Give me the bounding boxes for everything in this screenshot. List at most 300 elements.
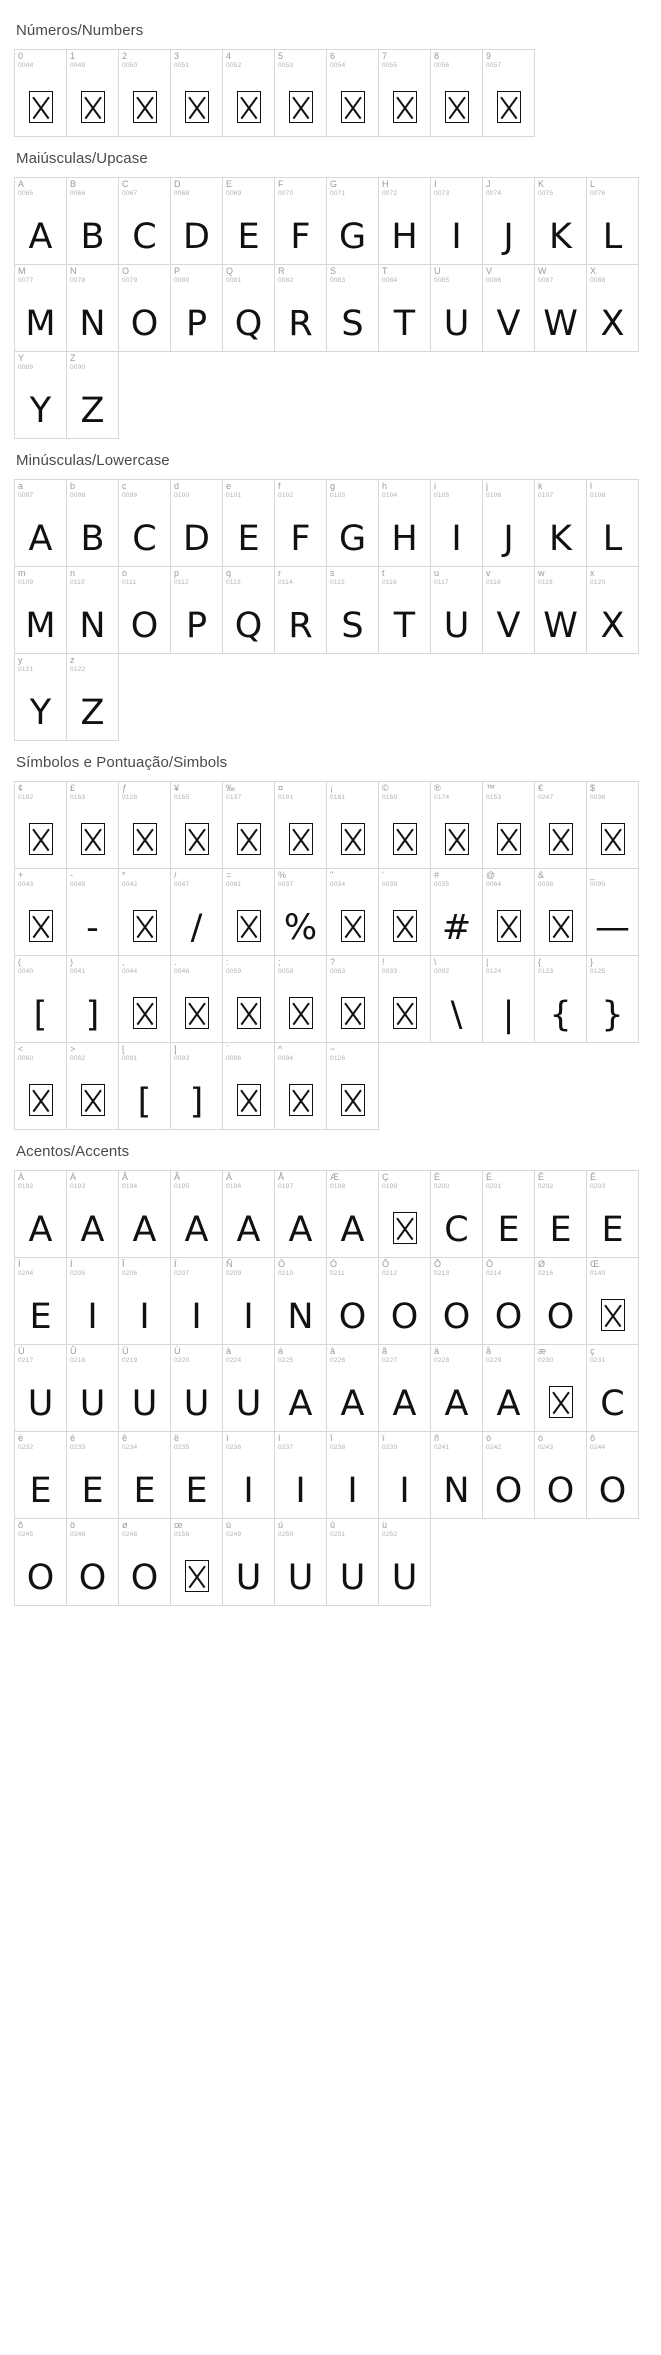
glyph-cell[interactable] [170,1431,223,1519]
glyph-code-label: 0044 [122,968,138,975]
glyph-cell[interactable] [66,1170,119,1258]
glyph-code-label: 0196 [226,1183,242,1190]
glyph-cell[interactable] [482,1344,535,1432]
glyph-cell[interactable] [118,1431,171,1519]
glyph-cell[interactable] [534,264,587,352]
glyph-code-label: 0052 [226,62,242,69]
glyph-cell[interactable] [222,177,275,265]
glyph-cell[interactable] [534,868,587,956]
glyph-meta [15,1171,66,1191]
glyph-cell[interactable] [118,1344,171,1432]
glyph-meta [67,782,118,802]
glyph-meta [379,50,430,70]
glyph-char-label: ç [590,1346,595,1356]
glyph-code-label: 0117 [434,579,449,586]
glyph-meta [171,178,222,198]
glyph-code-label: 0050 [122,62,138,69]
notdef-box-icon [237,1084,261,1116]
glyph-code-label: 0087 [538,277,554,284]
glyph-render: J [503,217,514,257]
glyph-char-label: s [330,568,335,578]
glyph-cell[interactable] [170,479,223,567]
glyph-code-label: 0242 [486,1444,502,1451]
glyph-cell[interactable] [222,868,275,956]
glyph-code-label: 0091 [122,1055,138,1062]
glyph-char-label: # [434,870,440,880]
glyph-cell[interactable] [170,1518,223,1606]
glyph-cell[interactable] [14,653,67,741]
notdef-box-icon [67,86,118,132]
glyph-cell[interactable] [274,479,327,567]
glyph-code-label: 0122 [70,666,86,673]
glyph-code-label: 0094 [278,1055,294,1062]
glyph-cell[interactable] [430,566,483,654]
notdef-box-icon [223,905,274,951]
glyph-cell[interactable] [586,1170,639,1258]
glyph-char-label: . [174,957,177,967]
glyph-cell[interactable] [274,566,327,654]
glyph-code-label: 0212 [382,1270,398,1277]
glyph-meta [483,956,534,976]
glyph-render: I [347,1471,358,1511]
glyph-cell[interactable] [14,264,67,352]
glyph-char-label: c [122,481,127,491]
glyph-cell[interactable] [118,1170,171,1258]
glyph-render: E [81,1471,104,1511]
glyph-cell[interactable] [586,955,639,1043]
glyph-cell[interactable] [14,1431,67,1519]
glyph-cell[interactable] [66,868,119,956]
glyph-meta [67,178,118,198]
glyph-cell[interactable] [430,177,483,265]
glyph-cell[interactable] [326,1431,379,1519]
glyph-cell[interactable] [222,264,275,352]
glyph-cell[interactable] [534,1344,587,1432]
glyph-cell[interactable] [170,1170,223,1258]
notdef-box-icon [237,823,261,855]
glyph-code-label: 0153 [486,794,502,801]
glyph-cell[interactable] [14,1344,67,1432]
glyph-cell[interactable] [482,49,535,137]
glyph-cell[interactable] [326,1042,379,1130]
glyph-code-label: 0218 [70,1357,86,1364]
glyph-cell[interactable] [378,177,431,265]
glyph-char-label: Î [122,1259,125,1269]
glyph-char-label: L [590,179,596,189]
notdef-box-icon [341,910,365,942]
glyph-cell[interactable] [378,566,431,654]
sections-container [14,22,647,1605]
glyph-meta [483,1171,534,1191]
glyph-code-label: 0191 [278,794,294,801]
glyph-code-label: 0228 [434,1357,450,1364]
glyph-code-label: 0037 [278,881,294,888]
glyph-cell[interactable] [222,1257,275,1345]
glyph-meta [431,567,482,587]
glyph-cell[interactable] [222,1431,275,1519]
glyph-char-label: p [174,568,180,578]
glyph-cell[interactable] [66,49,119,137]
glyph-char-label: í [278,1433,281,1443]
glyph-cell[interactable] [482,781,535,869]
glyph-cell[interactable] [378,1170,431,1258]
glyph-code-label: 0061 [226,881,242,888]
glyph-cell[interactable] [170,264,223,352]
glyph-cell[interactable] [482,1170,535,1258]
glyph-char-label: \ [434,957,437,967]
glyph-cell[interactable] [482,479,535,567]
glyph-cell[interactable] [482,1257,535,1345]
glyph-render: U [443,304,470,344]
glyph-render: A [28,1210,53,1250]
glyph-char-label: ` [226,1044,229,1054]
glyph-cell[interactable] [118,177,171,265]
glyph-cell[interactable] [586,1257,639,1345]
glyph-render: N [79,606,106,646]
glyph-cell[interactable] [118,49,171,137]
glyph-cell[interactable] [118,264,171,352]
glyph-cell[interactable] [326,566,379,654]
glyph-meta [119,1258,170,1278]
glyph-code-label: 0060 [18,1055,34,1062]
glyph-char-label: d [174,481,180,491]
glyph-meta [483,1432,534,1452]
glyph-cell[interactable] [170,1257,223,1345]
glyph-cell[interactable] [66,264,119,352]
glyph-cell[interactable] [482,177,535,265]
glyph-code-label: 0063 [330,968,346,975]
glyph-cell[interactable] [274,1170,327,1258]
glyph-cell[interactable] [14,868,67,956]
glyph-cell[interactable] [586,177,639,265]
glyph-cell[interactable] [118,1518,171,1606]
glyph-cell[interactable] [326,264,379,352]
glyph-meta [67,654,118,674]
glyph-render: | [502,995,515,1035]
glyph-cell[interactable] [14,1257,67,1345]
glyph-cell[interactable] [66,351,119,439]
glyph-cell[interactable] [118,479,171,567]
glyph-cell[interactable] [378,1431,431,1519]
glyph-char-label: û [330,1520,336,1530]
glyph-code-label: 0169 [382,794,398,801]
glyph-cell[interactable] [326,1344,379,1432]
glyph-cell[interactable] [66,177,119,265]
glyph-cell[interactable] [118,868,171,956]
glyph-cell[interactable] [326,177,379,265]
glyph-meta [275,1345,326,1365]
glyph-render: O [26,1558,55,1598]
glyph-cell[interactable] [14,781,67,869]
glyph-code-label: 0112 [174,579,189,586]
glyph-cell[interactable] [222,1170,275,1258]
notdef-box-icon [379,818,430,864]
glyph-code-label: 0205 [70,1270,86,1277]
glyph-cell[interactable] [66,1257,119,1345]
glyph-cell[interactable] [66,1042,119,1130]
glyph-render: A [236,1210,261,1250]
glyph-meta [171,480,222,500]
glyph-cell[interactable] [534,566,587,654]
glyph-cell[interactable] [274,49,327,137]
glyph-cell[interactable] [586,479,639,567]
glyph-meta [483,1345,534,1365]
notdef-box-icon [67,1079,118,1125]
glyph-meta [67,956,118,976]
glyph-cell[interactable] [378,479,431,567]
glyph-code-label: 0089 [18,364,34,371]
glyph-cell[interactable] [534,955,587,1043]
glyph-cell[interactable] [118,566,171,654]
glyph-cell[interactable] [534,1431,587,1519]
notdef-box-icon [171,86,222,132]
glyph-cell[interactable] [482,955,535,1043]
glyph-meta [327,567,378,587]
glyph-cell[interactable] [66,1344,119,1432]
glyph-cell[interactable] [274,1431,327,1519]
glyph-render: U [443,606,470,646]
glyph-cell[interactable] [378,1257,431,1345]
glyph-cell[interactable] [534,781,587,869]
glyph-cell[interactable] [118,955,171,1043]
glyph-cell[interactable] [482,1431,535,1519]
glyph-char-label: _ [590,870,596,880]
glyph-cell[interactable] [326,1170,379,1258]
glyph-cell[interactable] [326,49,379,137]
glyph-render: J [503,519,514,559]
glyph-cell[interactable] [170,955,223,1043]
glyph-code-label: 0108 [590,492,606,499]
glyph-cell[interactable] [378,1518,431,1606]
glyph-render: - [86,908,99,948]
glyph-cell[interactable] [378,49,431,137]
notdef-box-icon [67,818,118,864]
glyph-render: C [132,519,157,559]
glyph-cell[interactable] [274,177,327,265]
glyph-char-label: é [70,1433,76,1443]
notdef-box-icon [29,823,53,855]
glyph-char-label: ø [122,1520,128,1530]
glyph-cell[interactable] [66,955,119,1043]
glyph-cell[interactable] [222,955,275,1043]
glyph-cell[interactable] [222,566,275,654]
glyph-char-label: À [18,1172,25,1182]
glyph-code-label: 0047 [174,881,190,888]
glyph-cell[interactable] [14,566,67,654]
glyph-cell[interactable] [326,479,379,567]
glyph-cell[interactable] [66,653,119,741]
notdef-box-icon [549,910,573,942]
glyph-cell[interactable] [326,868,379,956]
glyph-meta [119,956,170,976]
notdef-box-icon [81,91,105,123]
glyph-cell[interactable] [274,868,327,956]
glyph-meta [587,1345,638,1365]
glyph-char-label: z [70,655,75,665]
glyph-char-label: ! [382,957,385,967]
glyph-cell[interactable] [222,1042,275,1130]
notdef-box-icon [497,823,521,855]
glyph-cell[interactable] [170,781,223,869]
glyph-char-label: b [70,481,76,491]
glyph-cell[interactable] [378,264,431,352]
glyph-cell[interactable] [378,868,431,956]
glyph-cell[interactable] [326,1257,379,1345]
glyph-meta [379,1519,430,1539]
glyph-cell[interactable] [14,49,67,137]
glyph-cell[interactable] [586,264,639,352]
glyph-cell[interactable] [274,264,327,352]
glyph-cell[interactable] [430,479,483,567]
glyph-meta [275,1432,326,1452]
glyph-cell[interactable] [222,49,275,137]
glyph-cell[interactable] [274,1257,327,1345]
glyph-meta [67,1171,118,1191]
glyph-cell[interactable] [118,1257,171,1345]
glyph-cell[interactable] [66,781,119,869]
glyph-cell[interactable] [378,781,431,869]
glyph-char-label: ^ [278,1044,283,1054]
glyph-code-label: 0093 [174,1055,190,1062]
glyph-cell[interactable] [586,868,639,956]
glyph-meta [15,1258,66,1278]
notdef-box-icon [379,86,430,132]
glyph-char-label: ¤ [278,783,284,793]
glyph-cell[interactable] [170,177,223,265]
glyph-meta [535,956,586,976]
glyph-cell[interactable] [586,781,639,869]
glyph-render: C [132,217,157,257]
notdef-box-icon [483,86,534,132]
glyph-cell[interactable] [222,1518,275,1606]
glyph-char-label: ; [278,957,281,967]
glyph-code-label: 0101 [226,492,242,499]
glyph-cell[interactable] [14,1042,67,1130]
glyph-code-label: 0042 [122,881,138,888]
glyph-cell[interactable] [430,955,483,1043]
glyph-cell[interactable] [170,868,223,956]
glyph-cell[interactable] [482,868,535,956]
glyph-meta [119,567,170,587]
glyph-cell[interactable] [534,1170,587,1258]
glyph-cell[interactable] [66,479,119,567]
glyph-cell[interactable] [326,781,379,869]
glyph-code-label: 0095 [590,881,606,888]
glyph-cell[interactable] [534,177,587,265]
glyph-cell[interactable] [326,1518,379,1606]
glyph-char-label: 9 [486,51,492,61]
glyph-cell[interactable] [430,1257,483,1345]
glyph-cell[interactable] [222,479,275,567]
glyph-code-label: 0045 [70,881,86,888]
glyph-cell[interactable] [66,1518,119,1606]
glyph-code-label: 0195 [174,1183,190,1190]
glyph-char-label: ê [122,1433,128,1443]
glyph-cell[interactable] [14,1170,67,1258]
glyph-cell[interactable] [274,1518,327,1606]
glyph-char-label: Q [226,266,234,276]
glyph-cell[interactable] [430,264,483,352]
glyph-cell[interactable] [534,1257,587,1345]
glyph-cell[interactable] [534,479,587,567]
glyph-cell[interactable] [586,1431,639,1519]
glyph-meta [67,1258,118,1278]
glyph-cell[interactable] [222,781,275,869]
glyph-cell[interactable] [274,1042,327,1130]
glyph-cell[interactable] [14,955,67,1043]
glyph-cell[interactable] [170,566,223,654]
glyph-code-label: 0207 [174,1270,190,1277]
glyph-meta [15,480,66,500]
glyph-cell[interactable] [170,1042,223,1130]
glyph-render: O [338,1297,367,1337]
glyph-cell[interactable] [14,1518,67,1606]
glyph-cell[interactable] [586,1344,639,1432]
glyph-cell[interactable] [14,177,67,265]
glyph-cell[interactable] [586,566,639,654]
glyph-code-label: 0082 [278,277,294,284]
glyph-meta [15,567,66,587]
glyph-render: U [339,1558,366,1598]
glyph-cell[interactable] [430,1431,483,1519]
glyph-cell[interactable] [430,868,483,956]
glyph-cell[interactable] [430,49,483,137]
glyph-render: K [549,217,572,257]
glyph-char-label: * [122,870,126,880]
glyph-meta [431,1345,482,1365]
notdef-box-icon [601,1299,625,1331]
notdef-box-icon [379,905,430,951]
glyph-cell[interactable] [274,955,327,1043]
glyph-meta [535,480,586,500]
glyph-cell[interactable] [326,955,379,1043]
notdef-box-icon [237,910,261,942]
glyph-cell[interactable] [118,1042,171,1130]
glyph-code-label: 0053 [278,62,294,69]
glyph-meta [119,1519,170,1539]
glyph-cell[interactable] [482,566,535,654]
glyph-cell[interactable] [170,1344,223,1432]
notdef-box-icon [171,1555,222,1601]
glyph-cell[interactable] [170,49,223,137]
glyph-render: O [546,1297,575,1337]
glyph-render: F [290,519,311,559]
glyph-render: [ [137,1082,152,1122]
glyph-cell[interactable] [118,781,171,869]
glyph-cell[interactable] [274,1344,327,1432]
glyph-cell[interactable] [430,1344,483,1432]
glyph-cell[interactable] [378,955,431,1043]
glyph-cell[interactable] [430,781,483,869]
glyph-char-label: h [382,481,388,491]
glyph-cell[interactable] [274,781,327,869]
glyph-cell[interactable] [14,479,67,567]
glyph-cell[interactable] [66,1431,119,1519]
glyph-cell[interactable] [378,1344,431,1432]
notdef-box-icon [497,910,521,942]
glyph-cell[interactable] [14,351,67,439]
glyph-cell[interactable] [222,1344,275,1432]
glyph-char-label: ó [538,1433,544,1443]
glyph-render: O [78,1558,107,1598]
glyph-render: A [444,1384,469,1424]
notdef-box-icon [171,992,222,1038]
glyph-render: I [191,1297,202,1337]
glyph-cell[interactable] [66,566,119,654]
glyph-cell[interactable] [430,1170,483,1258]
glyph-cell[interactable] [482,264,535,352]
glyph-char-label: Ò [278,1259,286,1269]
